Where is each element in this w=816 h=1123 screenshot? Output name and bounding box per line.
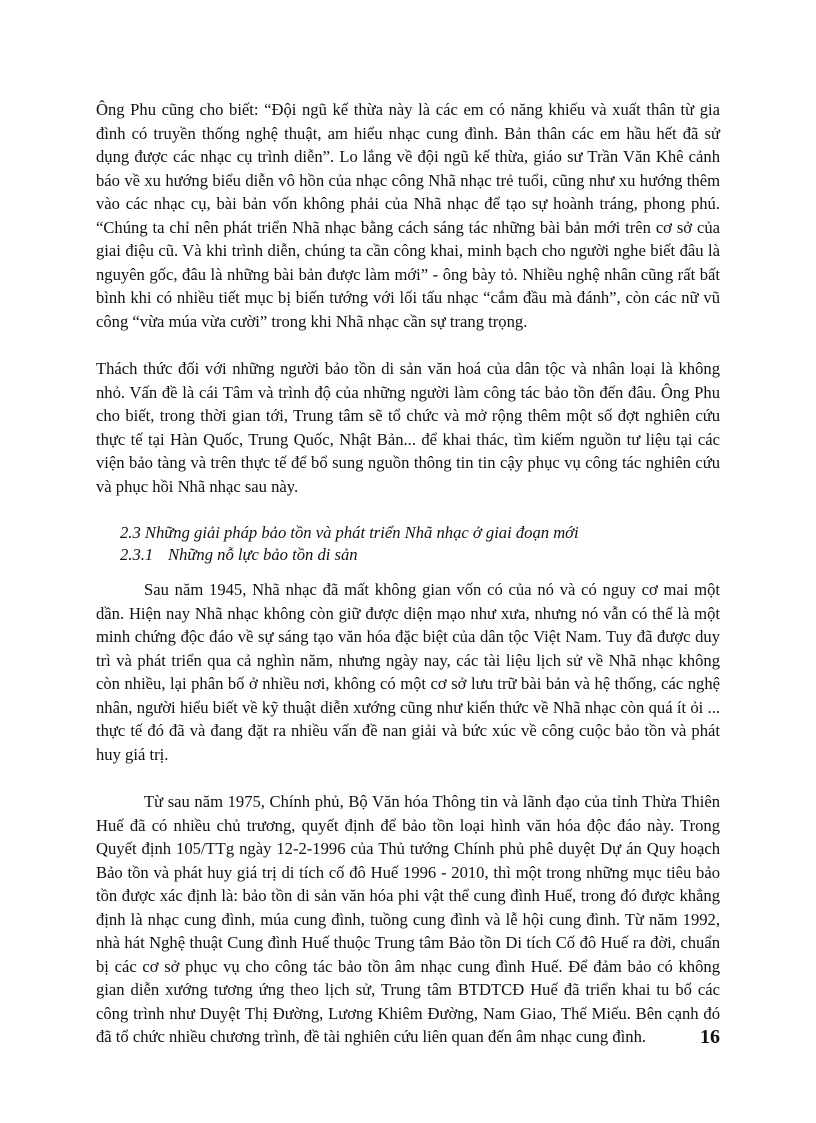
document-page bbox=[96, 98, 720, 1049]
paragraph-tran-van-khe-quote: Ông Phu cũng cho biết: “Đội ngũ kế thừa này là các em có năng khiếu và xuất thân từ gia đình có truyền thống nghệ thuật, am hiểu nhạc cung đình. Bản thân các em hầu hết đã sử dụng được các nhạc cụ trình diễn”. Lo lắng về đội ngũ kế thừa, giáo sư Trần Văn Khê cảnh báo về xu hướng biểu diễn vô hồn của nhạc công Nhã nhạc trẻ tuổi, cũng như xu hướng thêm vào các nhạc cụ, bài bản vốn không phải của Nhã nhạc để tạo sự hoành tráng, phong phú. “Chúng ta chỉ nên phát triển Nhã nhạc bằng cách sáng tác những bài bản mới trên cơ sở của giai điệu cũ. Và khi trình diễn, chúng ta cần công khai, minh bạch cho người nghe biết đâu là nguyên gốc, đâu là những bài bản được làm mới” - ông bày tỏ. Nhiều nghệ nhân cũng rất bất bình khi có nhiều tiết mục bị biến tướng với lối tấu nhạc “cắm đầu mà đánh”, còn các nữ vũ công “vừa múa vừa cười” trong khi Nhã nhạc cần sự trang trọng. bbox=[96, 100, 720, 331]
section-heading-2-3: 2.3 Những giải pháp bảo tồn và phát triển Nhã nhạc ở giai đoạn mới bbox=[120, 523, 579, 542]
page-number: 16 bbox=[700, 1026, 720, 1048]
subsection-title: Những nỗ lực bảo tồn di sản bbox=[168, 545, 358, 564]
paragraph-after-1945: Sau năm 1945, Nhã nhạc đã mất không gian vốn có của nó và có nguy cơ mai một dần. Hiện nay Nhã nhạc không còn giữ được diện mạo như xưa, nhưng nó vẫn có thể là một minh chứng độc đáo về sự sáng tạo văn hóa đặc biệt của dân tộc Việt Nam. Tuy đã được duy trì và phát triển qua cả nghìn năm, nhưng ngày nay, các tài liệu lịch sử về Nhã nhạc không còn nhiều, lại phân bố ở nhiều nơi, không có một cơ sở lưu trữ bài bản và hệ thống, các nghệ nhân, người hiểu biết về kỹ thuật diễn xướng cũng như kiến thức về Nhã nhạc còn quá ít ỏi ... thực tế đó đã và đang đặt ra nhiều vấn đề nan giải và bức xúc về công cuộc bảo tồn và phát huy giá trị. bbox=[96, 580, 720, 764]
paragraph-challenges: Thách thức đối với những người bảo tồn di sản văn hoá của dân tộc và nhân loại là không nhỏ. Vấn đề là cái Tâm và trình độ của những người làm công tác bảo tồn đến đâu. Ông Phu cho biết, trong thời gian tới, Trung tâm sẽ tổ chức và mở rộng thêm một số đợt nghiên cứu thực tế tại Hàn Quốc, Trung Quốc, Nhật Bản... để khai thác, tìm kiếm nguồn tư liệu tại các viện bảo tàng và trên thực tế để bổ sung nguồn thông tin tin cậy phục vụ công tác nghiên cứu và phục hồi Nhã nhạc sau này. bbox=[96, 359, 720, 496]
subsection-heading-2-3-1 bbox=[96, 544, 720, 566]
paragraph-since-1975: Từ sau năm 1975, Chính phủ, Bộ Văn hóa Thông tin và lãnh đạo của tỉnh Thừa Thiên Huế đã có nhiều chủ trương, quyết định để bảo tồn loại hình văn hóa độc đáo này. Trong Quyết định 105/TTg ngày 12-2-1996 của Thủ tướng Chính phủ phê duyệt Dự án Quy hoạch Bảo tồn và phát huy giá trị di tích cố đô Huế 1996 - 2010, thì một trong những mục tiêu bảo tồn được xác định là: bảo tồn di sản văn hóa phi vật thể cung đình Huế, trong đó được khẳng định là nhạc cung đình, múa cung đình, tuồng cung đình và lễ hội cung đình. Từ năm 1992, nhà hát Nghệ thuật Cung đình Huế thuộc Trung tâm Bảo tồn Di tích Cố đô Huế ra đời, chuẩn bị các cơ sở phục vụ cho công tác bảo tồn âm nhạc cung đình Huế. Để đảm bảo có không gian diễn xướng tương ứng theo lịch sử, Trung tâm BTDTCĐ Huế đã triển khai tu bổ các công trình như Duyệt Thị Đường, Lương Khiêm Đường, Nam Giao, Thế Miếu. Bên cạnh đó đã tổ chức nhiều chương trình, đề tài nghiên cứu liên quan đến âm nhạc cung đình. bbox=[96, 792, 720, 1046]
subsection-number: 2.3.1 bbox=[120, 545, 154, 564]
